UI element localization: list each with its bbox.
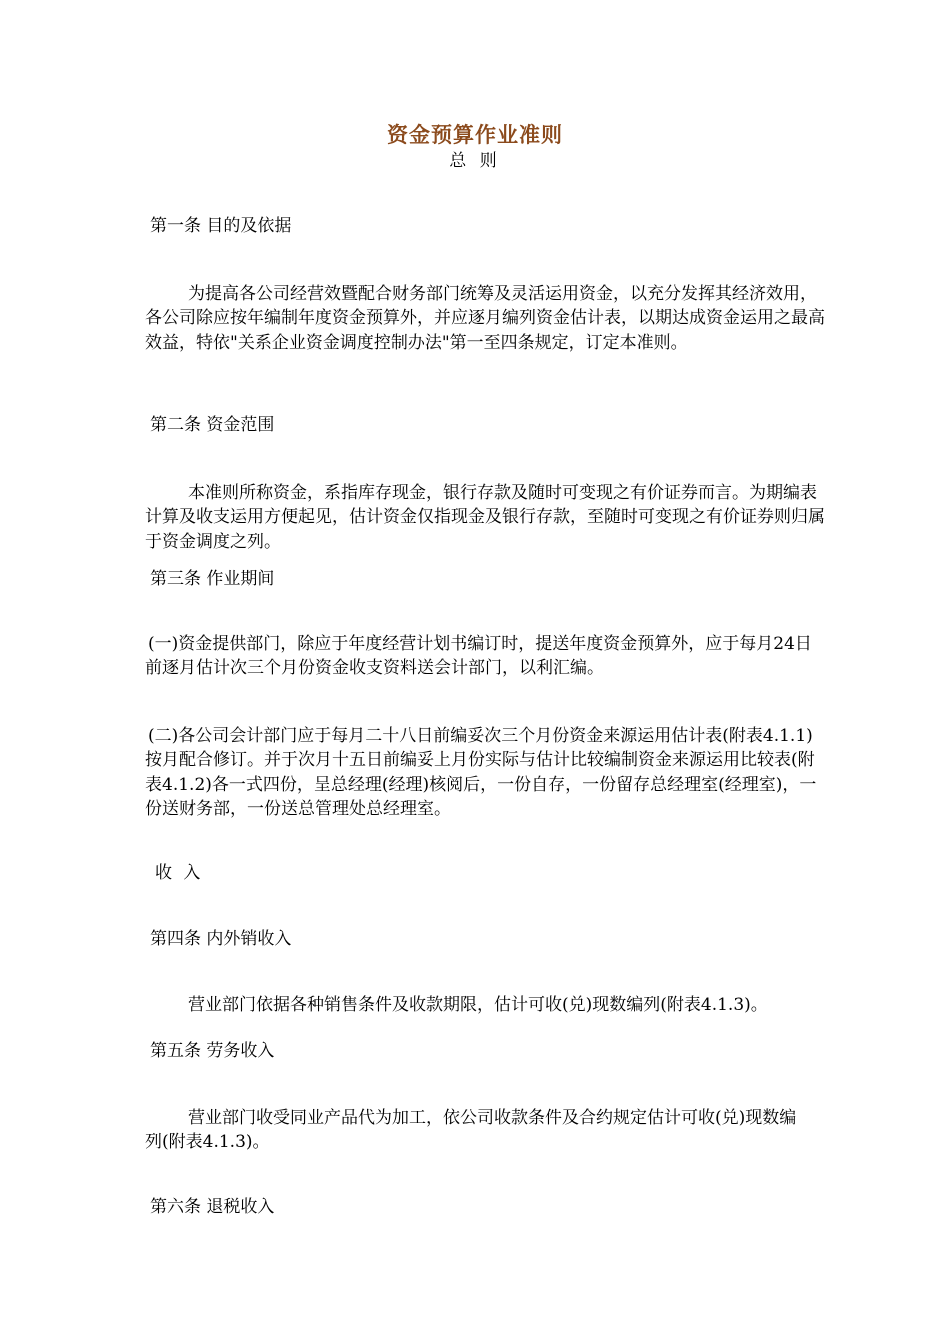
document-title: 资金预算作业准则 <box>387 122 563 147</box>
document-subtitle: 总 则 <box>449 151 501 171</box>
article-paragraph: 为提高各公司经营效暨配合财务部门统筹及灵活运用资金，以充分发挥其经济效用，各公司除应按年编制年度资金预算外，并应逐月编列资金估计表，以期达成资金运用之最高效益，特依"关系企业资金调度控制办法"第一至四条规定，订定本准则。 <box>145 284 825 353</box>
article-paragraph: (一)资金提供部门，除应于年度经营计划书编订时，提送年度资金预算外，应于每月24日前逐月估计次三个月份资金收支资料送会计部门，以利汇编。 <box>145 634 812 679</box>
article-paragraph: 营业部门收受同业产品代为加工，依公司收款条件及合约规定估计可收(兑)现数编列(附表4.1.3)。 <box>145 1108 797 1153</box>
article-heading: 第二条 资金范围 <box>150 415 275 435</box>
article-heading: 第四条 内外销收入 <box>150 929 292 949</box>
article-paragraph: 营业部门依据各种销售条件及收款期限，估计可收(兑)现数编列(附表4.1.3)。 <box>188 995 768 1015</box>
article-paragraph: 本准则所称资金，系指库存现金，银行存款及随时可变现之有价证券而言。为期编表计算及收支运用方便起见，估计资金仅指现金及银行存款，至随时可变现之有价证券则归属于资金调度之列。 <box>145 483 825 552</box>
article-heading: 第一条 目的及依据 <box>150 216 292 236</box>
chapter-heading: 收 入 <box>155 863 204 883</box>
article-heading: 第三条 作业期间 <box>150 569 275 589</box>
article-heading: 第六条 退税收入 <box>150 1197 275 1217</box>
article-heading: 第五条 劳务收入 <box>150 1041 275 1061</box>
article-paragraph: (二)各公司会计部门应于每月二十八日前编妥次三个月份资金来源运用估计表(附表4.1.1)按月配合修订。并于次月十五日前编妥上月份实际与估计比较编制资金来源运用比较表(附表4.1.2)各一式四份，呈总经理(经理)核阅后，一份自存，一份留存总经理室(经理室)，一份送财务部，一份送总管理处总经理室。 <box>145 726 817 819</box>
